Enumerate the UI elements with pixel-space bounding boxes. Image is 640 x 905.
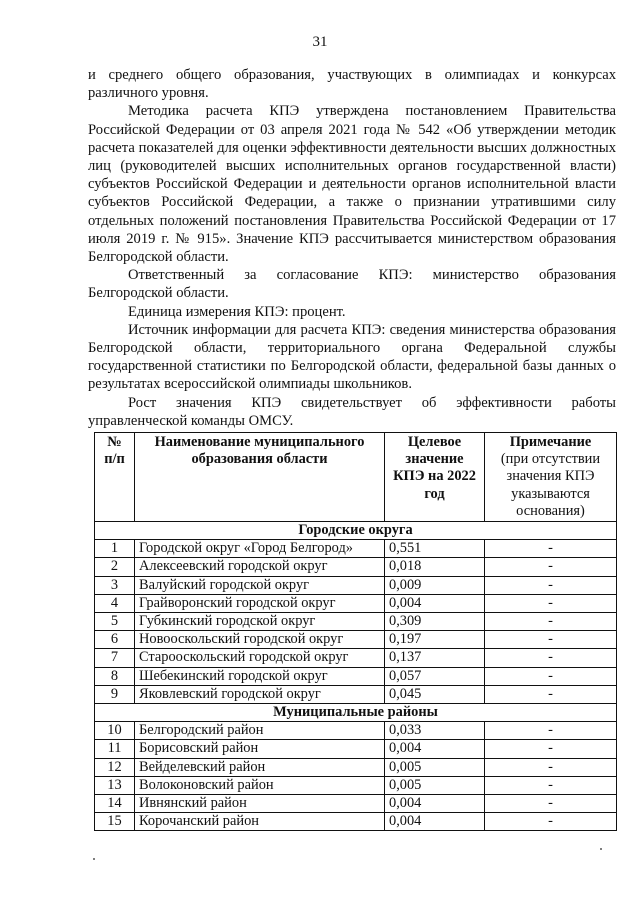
section-row-municipal-districts (95, 704, 617, 722)
table-row (95, 795, 617, 813)
row-note: - (485, 722, 617, 740)
row-note: - (485, 540, 617, 558)
row-number: 14 (95, 795, 135, 813)
table-header-row (95, 433, 617, 522)
table-row (95, 776, 617, 794)
row-municipality-name: Валуйский городской округ (135, 576, 385, 594)
row-municipality-name: Белгородский район (135, 722, 385, 740)
row-number: 8 (95, 667, 135, 685)
row-number: 2 (95, 558, 135, 576)
paragraph-growth: Рост значения КПЭ свидетельствует об эффективности работы управленческой команды ОМСУ. (88, 394, 616, 429)
row-municipality-name: Борисовский район (135, 740, 385, 758)
row-municipality-name: Алексеевский городской округ (135, 558, 385, 576)
header-num (95, 433, 135, 522)
table-row (95, 740, 617, 758)
table-row (95, 685, 617, 703)
row-number: 6 (95, 631, 135, 649)
row-note: - (485, 776, 617, 794)
row-kpe-value: 0,004 (385, 594, 485, 612)
row-number: 13 (95, 776, 135, 794)
row-kpe-value: 0,005 (385, 776, 485, 794)
row-municipality-name: Корочанский район (135, 813, 385, 831)
row-note: - (485, 685, 617, 703)
row-note: - (485, 813, 617, 831)
row-note: - (485, 667, 617, 685)
table-row (95, 558, 617, 576)
row-kpe-value: 0,045 (385, 685, 485, 703)
table-row (95, 576, 617, 594)
row-note: - (485, 795, 617, 813)
row-number: 4 (95, 594, 135, 612)
table-row (95, 813, 617, 831)
row-number: 15 (95, 813, 135, 831)
body-text (88, 66, 616, 430)
header-note (485, 433, 617, 522)
row-kpe-value: 0,018 (385, 558, 485, 576)
row-number: 11 (95, 740, 135, 758)
paragraph-olympiads: и среднего общего образования, участвующих в олимпиадах и конкурсах различного уровня. (88, 67, 616, 102)
scan-speck (93, 858, 95, 860)
page-number: 31 (312, 34, 328, 50)
row-number: 12 (95, 758, 135, 776)
header-num-line2: п/п (104, 451, 125, 468)
section-title: Муниципальные районы (95, 704, 617, 722)
row-note: - (485, 558, 617, 576)
row-municipality-name: Вейделевский район (135, 758, 385, 776)
row-note: - (485, 576, 617, 594)
row-kpe-value: 0,057 (385, 667, 485, 685)
row-municipality-name: Яковлевский городской округ (135, 685, 385, 703)
row-note: - (485, 740, 617, 758)
row-number: 3 (95, 576, 135, 594)
row-municipality-name: Шебекинский городской округ (135, 667, 385, 685)
row-number: 9 (95, 685, 135, 703)
row-note: - (485, 631, 617, 649)
table-row (95, 540, 617, 558)
table-row (95, 613, 617, 631)
table-row (95, 649, 617, 667)
row-kpe-value: 0,004 (385, 740, 485, 758)
header-value: Целевое значение КПЭ на 2022 год (385, 433, 485, 522)
table-row (95, 667, 617, 685)
paragraph-source: Источник информации для расчета КПЭ: сведения министерства образования Белгородской области, территориального органа Федеральной службы государственной статистики по Белгородской области, федеральной базы данных о результатах всероссийской олимпиады школьников. (88, 321, 616, 393)
table-row (95, 631, 617, 649)
row-note: - (485, 613, 617, 631)
row-note: - (485, 594, 617, 612)
row-number: 10 (95, 722, 135, 740)
row-kpe-value: 0,004 (385, 795, 485, 813)
section-row-city-districts (95, 522, 617, 540)
row-kpe-value: 0,009 (385, 576, 485, 594)
row-municipality-name: Старооскольский городской округ (135, 649, 385, 667)
table-row (95, 594, 617, 612)
row-number: 1 (95, 540, 135, 558)
row-municipality-name: Ивнянский район (135, 795, 385, 813)
row-municipality-name: Грайворонский городской округ (135, 594, 385, 612)
row-note: - (485, 649, 617, 667)
row-municipality-name: Новооскольский городской округ (135, 631, 385, 649)
row-kpe-value: 0,197 (385, 631, 485, 649)
row-number: 7 (95, 649, 135, 667)
row-kpe-value: 0,005 (385, 758, 485, 776)
paragraph-responsible: Ответственный за согласование КПЭ: министерство образования Белгородской области. (88, 267, 616, 302)
header-note-title: Примечание (509, 434, 592, 450)
table-row (95, 758, 617, 776)
row-municipality-name: Волоконовский район (135, 776, 385, 794)
row-municipality-name: Городской округ «Город Белгород» (135, 540, 385, 558)
paragraph-methodology: Методика расчета КПЭ утверждена постановлением Правительства Российской Федерации от 03 апреля 2021 года № 542 «Об утверждении методик расчета показателей для оценки эффективности деятельности высших должностных лиц (руководителей высших исполнительных органов государственной власти) субъектов Российской Федерации и деятельности органов исполнительной власти субъектов Российской Федерации, а также о признании утратившими силу отдельных положений постановления Правительства Российской Федерации от 17 июля 2019 г. № 915». Значение КПЭ рассчитывается министерством образования Белгородской области. (88, 103, 616, 266)
section-title: Городские округа (95, 522, 617, 540)
row-kpe-value: 0,033 (385, 722, 485, 740)
row-note: - (485, 758, 617, 776)
header-note-text: (при отсутствии значения КПЭ указываются основания) (500, 451, 601, 519)
row-municipality-name: Губкинский городской округ (135, 613, 385, 631)
kpe-table (94, 432, 617, 831)
row-kpe-value: 0,004 (385, 813, 485, 831)
paragraph-unit: Единица измерения КПЭ: процент. (128, 303, 346, 320)
scan-speck (600, 848, 602, 850)
row-number: 5 (95, 613, 135, 631)
row-kpe-value: 0,137 (385, 649, 485, 667)
table-row (95, 722, 617, 740)
row-kpe-value: 0,309 (385, 613, 485, 631)
row-kpe-value: 0,551 (385, 540, 485, 558)
header-num-line1: № (107, 434, 122, 450)
header-name: Наименование муниципального образования области (135, 433, 385, 522)
